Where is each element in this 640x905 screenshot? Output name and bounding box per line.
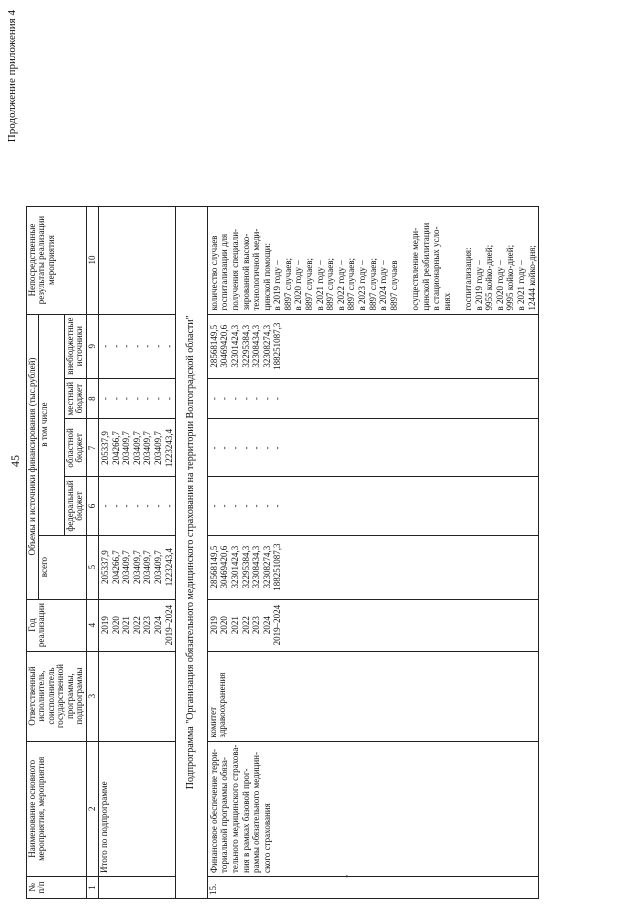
continuation-note: Продолжение приложения 4: [6, 10, 18, 143]
cell-line: -: [251, 504, 262, 508]
total-extra: [99, 314, 176, 378]
cell-line: -: [100, 344, 111, 348]
cell-line: -: [240, 504, 251, 508]
cell-line: -: [131, 504, 142, 508]
cell-line: -: [121, 344, 132, 348]
row15-extra: [207, 314, 538, 378]
cell-line: -: [153, 397, 164, 401]
cell-line: цинской реабилитации: [420, 222, 431, 311]
cell-line: 205337,9: [100, 431, 111, 465]
cell-line: -: [229, 504, 240, 508]
cell-line: -: [142, 504, 153, 508]
colnum: 8: [86, 378, 98, 419]
cell-line: 2024: [153, 616, 164, 635]
total-sum: [99, 535, 176, 599]
cell-line: 8897 случаев;: [325, 258, 336, 311]
cell-line: 203409,7: [121, 550, 132, 584]
cell-line: -: [229, 397, 240, 401]
cell-line: ториальной программы обяза-: [219, 757, 230, 873]
cell-line: в 2020 году –: [494, 260, 505, 311]
hdr-regional: областной бюджет: [64, 419, 86, 477]
row15-regional: [207, 419, 538, 477]
cell-line: 2021: [229, 616, 240, 635]
cell-line: -: [208, 504, 219, 508]
cell-line: 203409,7: [153, 431, 164, 465]
cell-line: -: [261, 504, 272, 508]
cell-line: 203409,7: [142, 550, 153, 584]
colnum: 6: [86, 477, 98, 535]
cell-line: -: [131, 397, 142, 401]
cell-line: 188251087,3: [272, 543, 283, 591]
cell-line: 2019–2024: [272, 604, 283, 646]
total-local: [99, 378, 176, 419]
row15-federal: [207, 477, 538, 535]
cell-line: 2019–2024: [163, 604, 174, 646]
colnum: 3: [86, 651, 98, 741]
cell-line: 2023: [251, 616, 262, 635]
total-years: [99, 599, 176, 651]
cell-line: -: [219, 446, 230, 450]
cell-line: -: [208, 397, 219, 401]
hdr-extrabudget: внебюджетные источники: [64, 314, 86, 378]
cell-line: в 2023 году –: [357, 260, 368, 311]
cell-line: -: [121, 397, 132, 401]
cell-line: 204266,7: [110, 431, 121, 465]
cell-line: в 2020 году –: [293, 260, 304, 311]
column-number-row: [86, 206, 98, 898]
cell-line: -: [261, 397, 272, 401]
cell-line: 188251087,3: [272, 322, 283, 370]
cell-line: 9995 койко-дней;: [505, 244, 516, 311]
cell-line: 1223243,4: [163, 547, 174, 587]
cell-line: -: [142, 397, 153, 401]
cell-line: 32308434,3: [251, 545, 262, 589]
cell-line: 8897 случаев;: [367, 258, 378, 311]
cell-line: в 2021 году –: [515, 260, 526, 311]
cell-line: -: [110, 397, 121, 401]
cell-line: 30469420,6: [219, 545, 230, 589]
cell-line: в 2022 году –: [335, 260, 346, 311]
cell-line: -: [272, 504, 283, 508]
financing-table: [26, 206, 539, 899]
cell-line: 8897 случаев: [388, 260, 399, 311]
cell-line: 32295384,3: [240, 324, 251, 368]
cell-line: -: [208, 446, 219, 450]
cell-line: 203409,7: [142, 431, 153, 465]
scan-mark: ': [346, 874, 348, 885]
cell-line: 2023: [142, 616, 153, 635]
cell-line: 32301424,3: [229, 324, 240, 368]
subprogram-total-row: [99, 206, 176, 898]
cell-line: -: [163, 344, 174, 348]
cell-line: -: [272, 397, 283, 401]
cell-line: 203409,7: [131, 550, 142, 584]
cell-line: получения специали-: [229, 228, 240, 311]
cell-line: -: [219, 504, 230, 508]
cell-line: в 2019 году –: [473, 260, 484, 311]
cell-line: -: [272, 446, 283, 450]
row15-responsible: комитет здравоохранения: [207, 651, 538, 741]
cell-line: -: [100, 397, 111, 401]
cell-line: -: [251, 446, 262, 450]
cell-line: 1223243,4: [163, 428, 174, 468]
cell-line: Финансовое обеспечение терри-: [208, 749, 219, 873]
cell-line: раммы обязательного медицин-: [251, 752, 262, 873]
row15-number: 15.: [207, 877, 538, 899]
subprogram-title-row: [176, 206, 208, 898]
hdr-responsible: Ответственный исполнитель, соисполнитель государственной программы, подпрограммы: [27, 651, 87, 741]
hdr-name: Наименование основного мероприятия, мероприятия: [27, 741, 87, 876]
hdr-financing: Объемы и источники финансирования (тыс.рублей): [27, 314, 39, 599]
cell-line: технологичной меди-: [251, 228, 262, 311]
cell-line: -: [153, 344, 164, 348]
total-regional: [99, 419, 176, 477]
cell-line: 2022: [131, 616, 142, 635]
row15-local: [207, 378, 538, 419]
colnum: 1: [86, 877, 98, 899]
colnum: 9: [86, 314, 98, 378]
cell-line: цинской помощи:: [261, 243, 272, 311]
cell-line: -: [219, 397, 230, 401]
cell-line: 2020: [110, 616, 121, 635]
row15-years: [207, 599, 538, 651]
empty-cell: [99, 206, 176, 314]
cell-line: ния в рамках базовой прог-: [240, 768, 251, 873]
cell-line: в 2024 году –: [378, 260, 389, 311]
cell-line: -: [261, 446, 272, 450]
row15-name: [207, 741, 538, 876]
cell-line: тельного медицинского страхова-: [229, 744, 240, 873]
cell-line: 2019: [208, 616, 219, 635]
total-federal: [99, 477, 176, 535]
cell-line: в 2021 году –: [314, 260, 325, 311]
subprogram-title: Подпрограмма "Организация обязательного медицинского страхования на территории Волгоградской области": [176, 206, 208, 898]
cell-line: 32308434,3: [251, 324, 262, 368]
total-label: Итого по подпрограмме: [99, 741, 176, 876]
cell-line: зированной высоко-: [240, 233, 251, 311]
cell-line: 2022: [240, 616, 251, 635]
cell-line: -: [240, 446, 251, 450]
hdr-total: всего: [39, 535, 86, 599]
cell-line: госпитализации для: [219, 233, 230, 311]
cell-line: -: [251, 397, 262, 401]
cell-line: 205337,9: [100, 550, 111, 584]
cell-line: -: [142, 344, 153, 348]
header-row-1: [27, 206, 39, 898]
cell-line: 30469420,6: [219, 324, 230, 368]
colnum: 7: [86, 419, 98, 477]
cell-line: -: [153, 504, 164, 508]
cell-line: 28568149,5: [208, 545, 219, 589]
cell-line: -: [110, 504, 121, 508]
cell-line: -: [240, 397, 251, 401]
empty-cell: [99, 877, 176, 899]
cell-line: осуществление меди-: [410, 227, 420, 311]
cell-line: 2024: [261, 616, 272, 635]
colnum: 2: [86, 741, 98, 876]
cell-line: 203409,7: [131, 431, 142, 465]
cell-line: госпитализация:: [462, 247, 473, 311]
cell-line: 12444 койко-дня;: [526, 245, 537, 311]
cell-line: 8897 случаев;: [304, 258, 315, 311]
empty-cell: [99, 651, 176, 741]
page-number: 45: [8, 455, 22, 467]
cell-line: -: [229, 446, 240, 450]
row-15: [207, 206, 538, 898]
colnum: 5: [86, 535, 98, 599]
cell-line: 203409,7: [121, 431, 132, 465]
cell-line: в 2019 году –: [272, 260, 283, 311]
cell-line: 32301424,3: [229, 545, 240, 589]
cell-line: 8897 случаев;: [346, 258, 357, 311]
cell-line: 203409,7: [153, 550, 164, 584]
cell-line: виях: [441, 292, 452, 311]
cell-line: [452, 210, 463, 311]
cell-line: в стационарных усло-: [431, 226, 442, 311]
hdr-including: в том числе: [39, 314, 64, 535]
row15-total: [207, 535, 538, 599]
cell-line: 28568149,5: [208, 324, 219, 368]
hdr-num: № п/п: [27, 877, 87, 899]
cell-line: 9955 койко-дней;: [484, 244, 495, 311]
cell-line: 32295384,3: [240, 545, 251, 589]
hdr-results: Непосредственные результаты реализации мероприятия: [27, 206, 87, 314]
row15-results: [207, 206, 538, 314]
cell-line: 8897 случаев;: [282, 258, 293, 311]
cell-line: 2021: [121, 616, 132, 635]
hdr-local: местный бюджет: [64, 378, 86, 419]
cell-line: 2019: [100, 616, 111, 635]
cell-line: -: [121, 504, 132, 508]
cell-line: [399, 210, 410, 311]
colnum: 4: [86, 599, 98, 651]
cell-line: 32308274,3: [261, 324, 272, 368]
cell-line: -: [100, 504, 111, 508]
cell-line: 2020: [219, 616, 230, 635]
cell-line: -: [131, 344, 142, 348]
cell-line: -: [163, 504, 174, 508]
cell-line: 204266,7: [110, 550, 121, 584]
hdr-federal: федеральный бюджет: [64, 477, 86, 535]
cell-line: количество случаев: [208, 235, 219, 311]
cell-line: 32308274,3: [261, 545, 272, 589]
cell-line: -: [110, 344, 121, 348]
colnum: 10: [86, 206, 98, 314]
cell-line: -: [163, 397, 174, 401]
cell-line: ского страхования: [261, 803, 272, 873]
hdr-year: Год реализации: [27, 599, 87, 651]
